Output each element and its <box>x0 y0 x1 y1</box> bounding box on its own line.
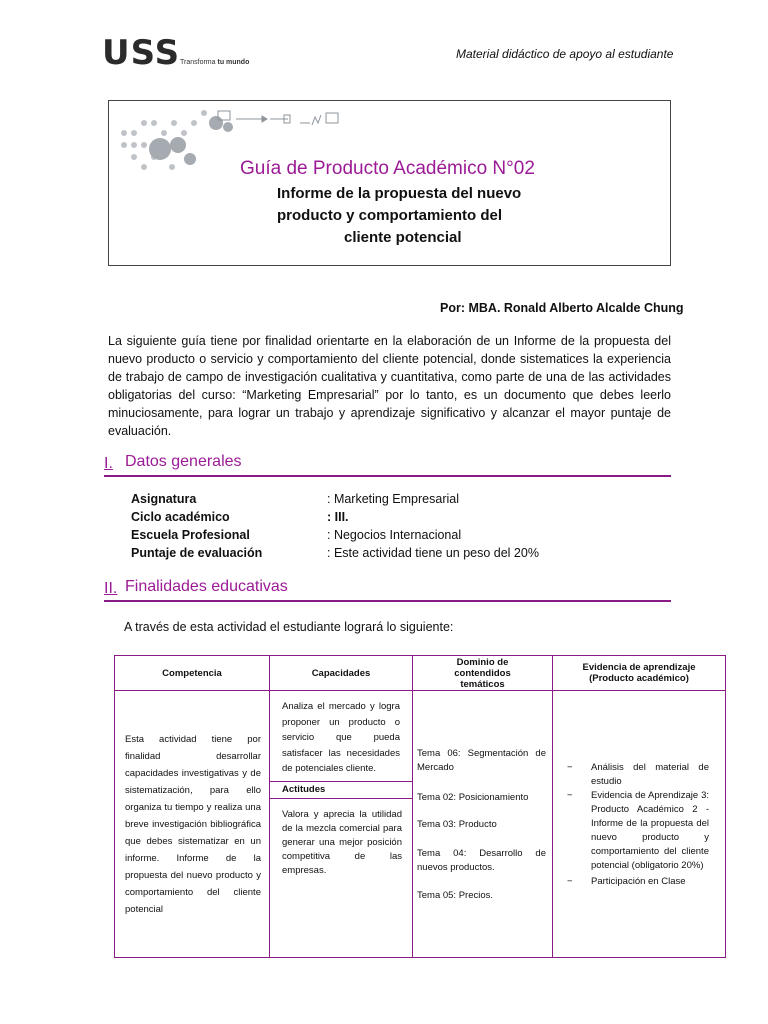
dash-bullet: − <box>567 762 573 773</box>
author-line: Por: MBA. Ronald Alberto Alcalde Chung <box>440 301 684 315</box>
list-item <box>567 761 709 789</box>
field-value-escuela: : Negocios Internacional <box>327 528 462 542</box>
logo-tagline-b: tu mundo <box>217 59 250 66</box>
logo-tagline-a: Transforma <box>180 59 218 66</box>
table-row <box>115 691 726 958</box>
header-evidencia: Evidencia de aprendizaje (Producto académico) <box>553 656 726 691</box>
section-lead: A través de esta actividad el estudiante logrará lo siguiente: <box>124 620 454 634</box>
subtitle-line-3: cliente potencial <box>344 229 462 246</box>
field-label-escuela: Escuela Profesional <box>131 528 250 542</box>
actitudes-text: Valora y aprecia la utilidad de la mezcla comercial para generar una mejor posición competitiva de las empresas. <box>282 809 402 876</box>
table-header-row <box>115 656 726 691</box>
capacidades-text: Analiza el mercado y logra proponer un producto o servicio que pueda satisfacer las necesidades de potenciales cliente. <box>282 701 400 774</box>
list-item: Tema 03: Producto <box>417 819 497 830</box>
evidencia-text: Participación en Clase <box>591 876 686 887</box>
intro-paragraph: La siguiente guía tiene por finalidad orientarte en la elaboración de un Informe de la propuesta del nuevo producto o servicio y comportamiento del cliente potencial, donde sistematices la experiencia de trabajo de campo de investigación cualitativa y cuantitativa, como parte de una de las actividades obligatorias del curso: “Marketing Empresarial” por lo tanto, es un documento que debes leerlo minuciosamente, para lograr un trabajo y aprendizaje significativo y alcanzar el mayor puntaje de evaluación. <box>108 334 671 438</box>
field-label-puntaje: Puntaje de evaluación <box>131 546 263 560</box>
logo-tagline <box>180 59 249 66</box>
competencies-table <box>114 655 726 958</box>
section-number: II. <box>104 580 118 597</box>
field-value-puntaje: : Este actividad tiene un peso del 20% <box>327 546 539 560</box>
cell-evidencia <box>553 691 726 958</box>
cell-dominio <box>413 691 553 958</box>
section-title: Datos generales <box>125 453 242 470</box>
list-item: Tema 04: Desarrollo de nuevos productos. <box>417 848 546 873</box>
subtitle-line-1: Informe de la propuesta del nuevo <box>277 185 522 202</box>
field-label-ciclo: Ciclo académico <box>131 510 230 524</box>
guide-title: Guía de Producto Académico N°02 <box>240 158 535 179</box>
list-item <box>567 789 709 873</box>
evidencia-text: Análisis del material de estudio <box>591 762 709 787</box>
subtitle-line-2: producto y comportamiento del <box>277 207 503 224</box>
header-caption: Material didáctico de apoyo al estudiante <box>456 47 674 61</box>
header-dominio: Dominio de contendidos temáticos <box>413 656 553 691</box>
actitudes-label: Actitudes <box>270 781 412 799</box>
field-label-asignatura: Asignatura <box>131 492 197 506</box>
list-item <box>567 875 709 889</box>
header-capacidades: Capacidades <box>270 656 413 691</box>
section-title: Finalidades educativas <box>125 578 288 595</box>
list-item: Tema 06: Segmentación de Mercado <box>417 748 546 773</box>
cell-competencia: Esta actividad tiene por finalidad desarrollar capacidades investigativas y de sistematización, para ello organiza tu tiempo y realiza una breve investigación bibliográfica que debes sistematizar en un informe. Informe de la propuesta del nuevo producto y comportamiento del cliente potencial <box>115 691 270 958</box>
list-item: Tema 05: Precios. <box>417 890 494 901</box>
field-value-asignatura: : Marketing Empresarial <box>327 492 459 506</box>
section-heading-finalidades <box>104 580 671 602</box>
dash-bullet: − <box>567 790 573 801</box>
section-number: I. <box>104 455 113 472</box>
cell-capacidades <box>270 691 413 958</box>
list-item: Tema 02: Posicionamiento <box>417 792 529 803</box>
dash-bullet: − <box>567 876 573 887</box>
field-value-ciclo: : III. <box>327 510 349 524</box>
evidencia-text: Evidencia de Aprendizaje 3: Producto Académico 2 - Informe de la propuesta del nuevo producto y comportamiento del cliente potencial (obligatorio 20%) <box>591 790 709 871</box>
uss-logo: USS <box>102 33 181 73</box>
header-competencia: Competencia <box>115 656 270 691</box>
section-heading-datos-generales <box>104 455 671 477</box>
